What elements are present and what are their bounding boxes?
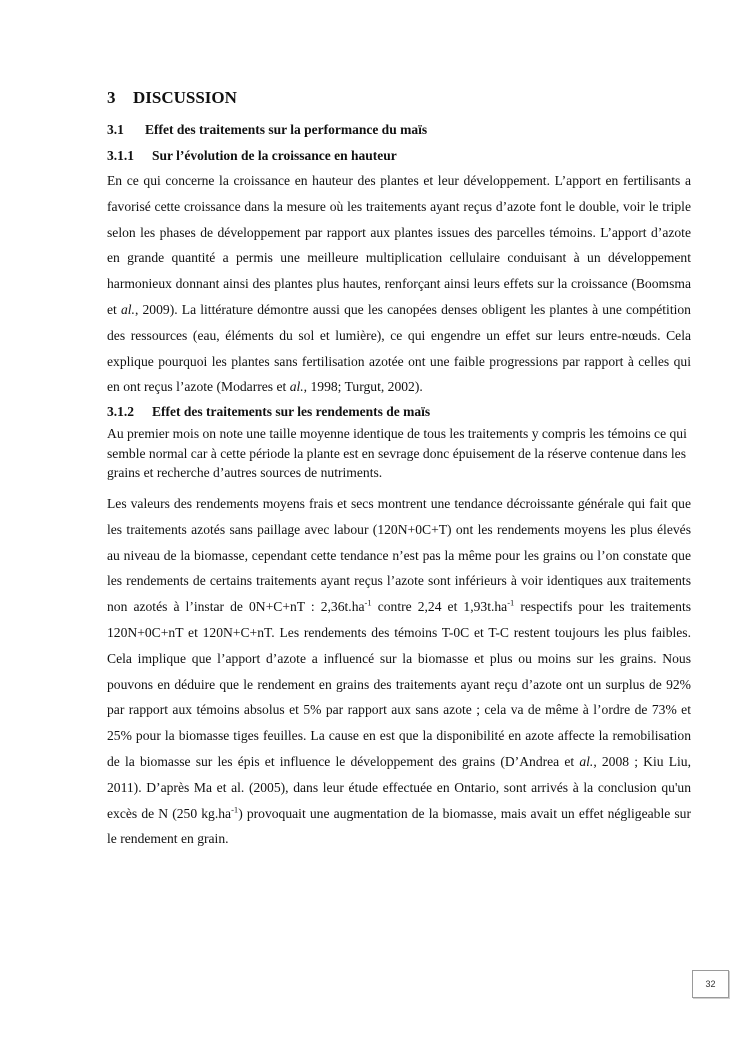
text-run: , 2008 ; Kiu Liu, 2011). D’après Ma et al. (2005), dans leur étude effectuée en Ontario, sont arrivés à la conclusion qu'un excès de N (250 kg.ha	[107, 753, 691, 821]
paragraph-croissance	[107, 168, 691, 400]
subsubsection-title-2: Effet des traitements sur les rendements de maïs	[152, 404, 431, 420]
italic-run: al.	[120, 301, 135, 317]
page-number: 32	[705, 979, 716, 989]
superscript: -1	[364, 597, 372, 608]
subsection-number: 3.1	[107, 122, 124, 137]
text-run: Les valeurs des rendements moyens frais et secs montrent une tendance décroissante générale qui fait que les traitements azotés sans paillage avec labour (120N+0C+T) ont les rendements moyens les plus élevés au niveau de la biomasse, cependant cette tendance n’est pas la même pour les grains ou l’on constate que les rendements de certains traitements ayant reçus l’azote sont inférieurs à voir identiques aux traitements non azotés à l’instar de 0N+C+nT : 2,36t.ha	[107, 495, 691, 615]
subsubsection-number-1: 3.1.1	[107, 148, 134, 163]
section-title: DISCUSSION	[133, 88, 237, 107]
text-run: ) provoquait une augmentation de la biomasse, mais avait un effet négligeable sur le rendement en grain.	[107, 805, 691, 847]
italic-run: al.	[579, 753, 594, 769]
superscript: -1	[507, 597, 515, 608]
section-number: 3	[107, 88, 116, 107]
subsection-title: Effet des traitements sur la performance du maïs	[145, 122, 428, 137]
text-run: , 2009). La littérature démontre aussi que les canopées denses obligent les plantes à une compétition des ressources (eau, éléments du sol et lumière), ce qui engendre un effet sur leurs entre-nœuds. Cela explique pourquoi les plantes sans fertilisation azotée ont une faible progressions par rapport à celles qui en ont reçus l’azote (Modarres et	[107, 301, 691, 395]
text-run: En ce qui concerne la croissance en hauteur des plantes et leur développement. L’apport en fertilisants a favorisé cette croissance dans la mesure où les traitements ayant reçus d’azote font le double, voir le triple selon les phases de développement par rapport aux plantes issues des parcelles témoins. L’apport d’azote en grande quantité a permis une meilleure multiplication cellulaire conduisant à un développement harmonieux donnant ainsi des plantes plus hautes, renforçant ainsi leurs effets sur la croissance (Boomsma et	[107, 173, 691, 317]
text-run: contre 2,24 et 1,93t.ha	[371, 599, 508, 615]
superscript: -1	[231, 803, 239, 814]
subsubsection-heading-1	[107, 146, 691, 166]
italic-run: al.	[289, 379, 304, 395]
document-page	[107, 86, 691, 852]
text-run: , 1998; Turgut, 2002).	[303, 379, 423, 395]
paragraph-rendements	[107, 491, 691, 852]
text-run: respectifs pour les traitements 120N+0C+nT et 120N+C+nT. Les rendements des témoins T-0C et T-C restent toujours les plus faibles. Cela implique que l’apport d’azote a influencé sur la biomasse et plus ou moins sur les grains. Nous pouvons en déduire que le rendement en grains des traitements ayant reçu d’azote ont un surplus de 92% par rapport aux témoins absolus et 5% par rapport aux sans azote ; cela va de même à l’ordre de 73% et 25% pour la biomasse tiges feuilles. La cause en est que la disponibilité en azote affecte la remobilisation de la biomasse sur les épis et influence le développement des grains (D’Andrea et	[107, 599, 692, 769]
page-number-box	[692, 970, 729, 998]
section-heading	[107, 86, 691, 110]
subsubsection-title-1: Sur l’évolution de la croissance en hauteur	[152, 148, 397, 163]
subsection-heading	[107, 120, 691, 140]
subsubsection-number-2: 3.1.2	[107, 404, 134, 420]
subsubsection-heading-2	[107, 402, 691, 422]
paragraph-premier-mois: Au premier mois on note une taille moyenne identique de tous les traitements y compris les témoins ce qui semble normal car à cette période la plante est en sevrage donc épuisement de la réserve contenue dans les grains et recherche d’autres sources de nutriments.	[107, 426, 687, 481]
